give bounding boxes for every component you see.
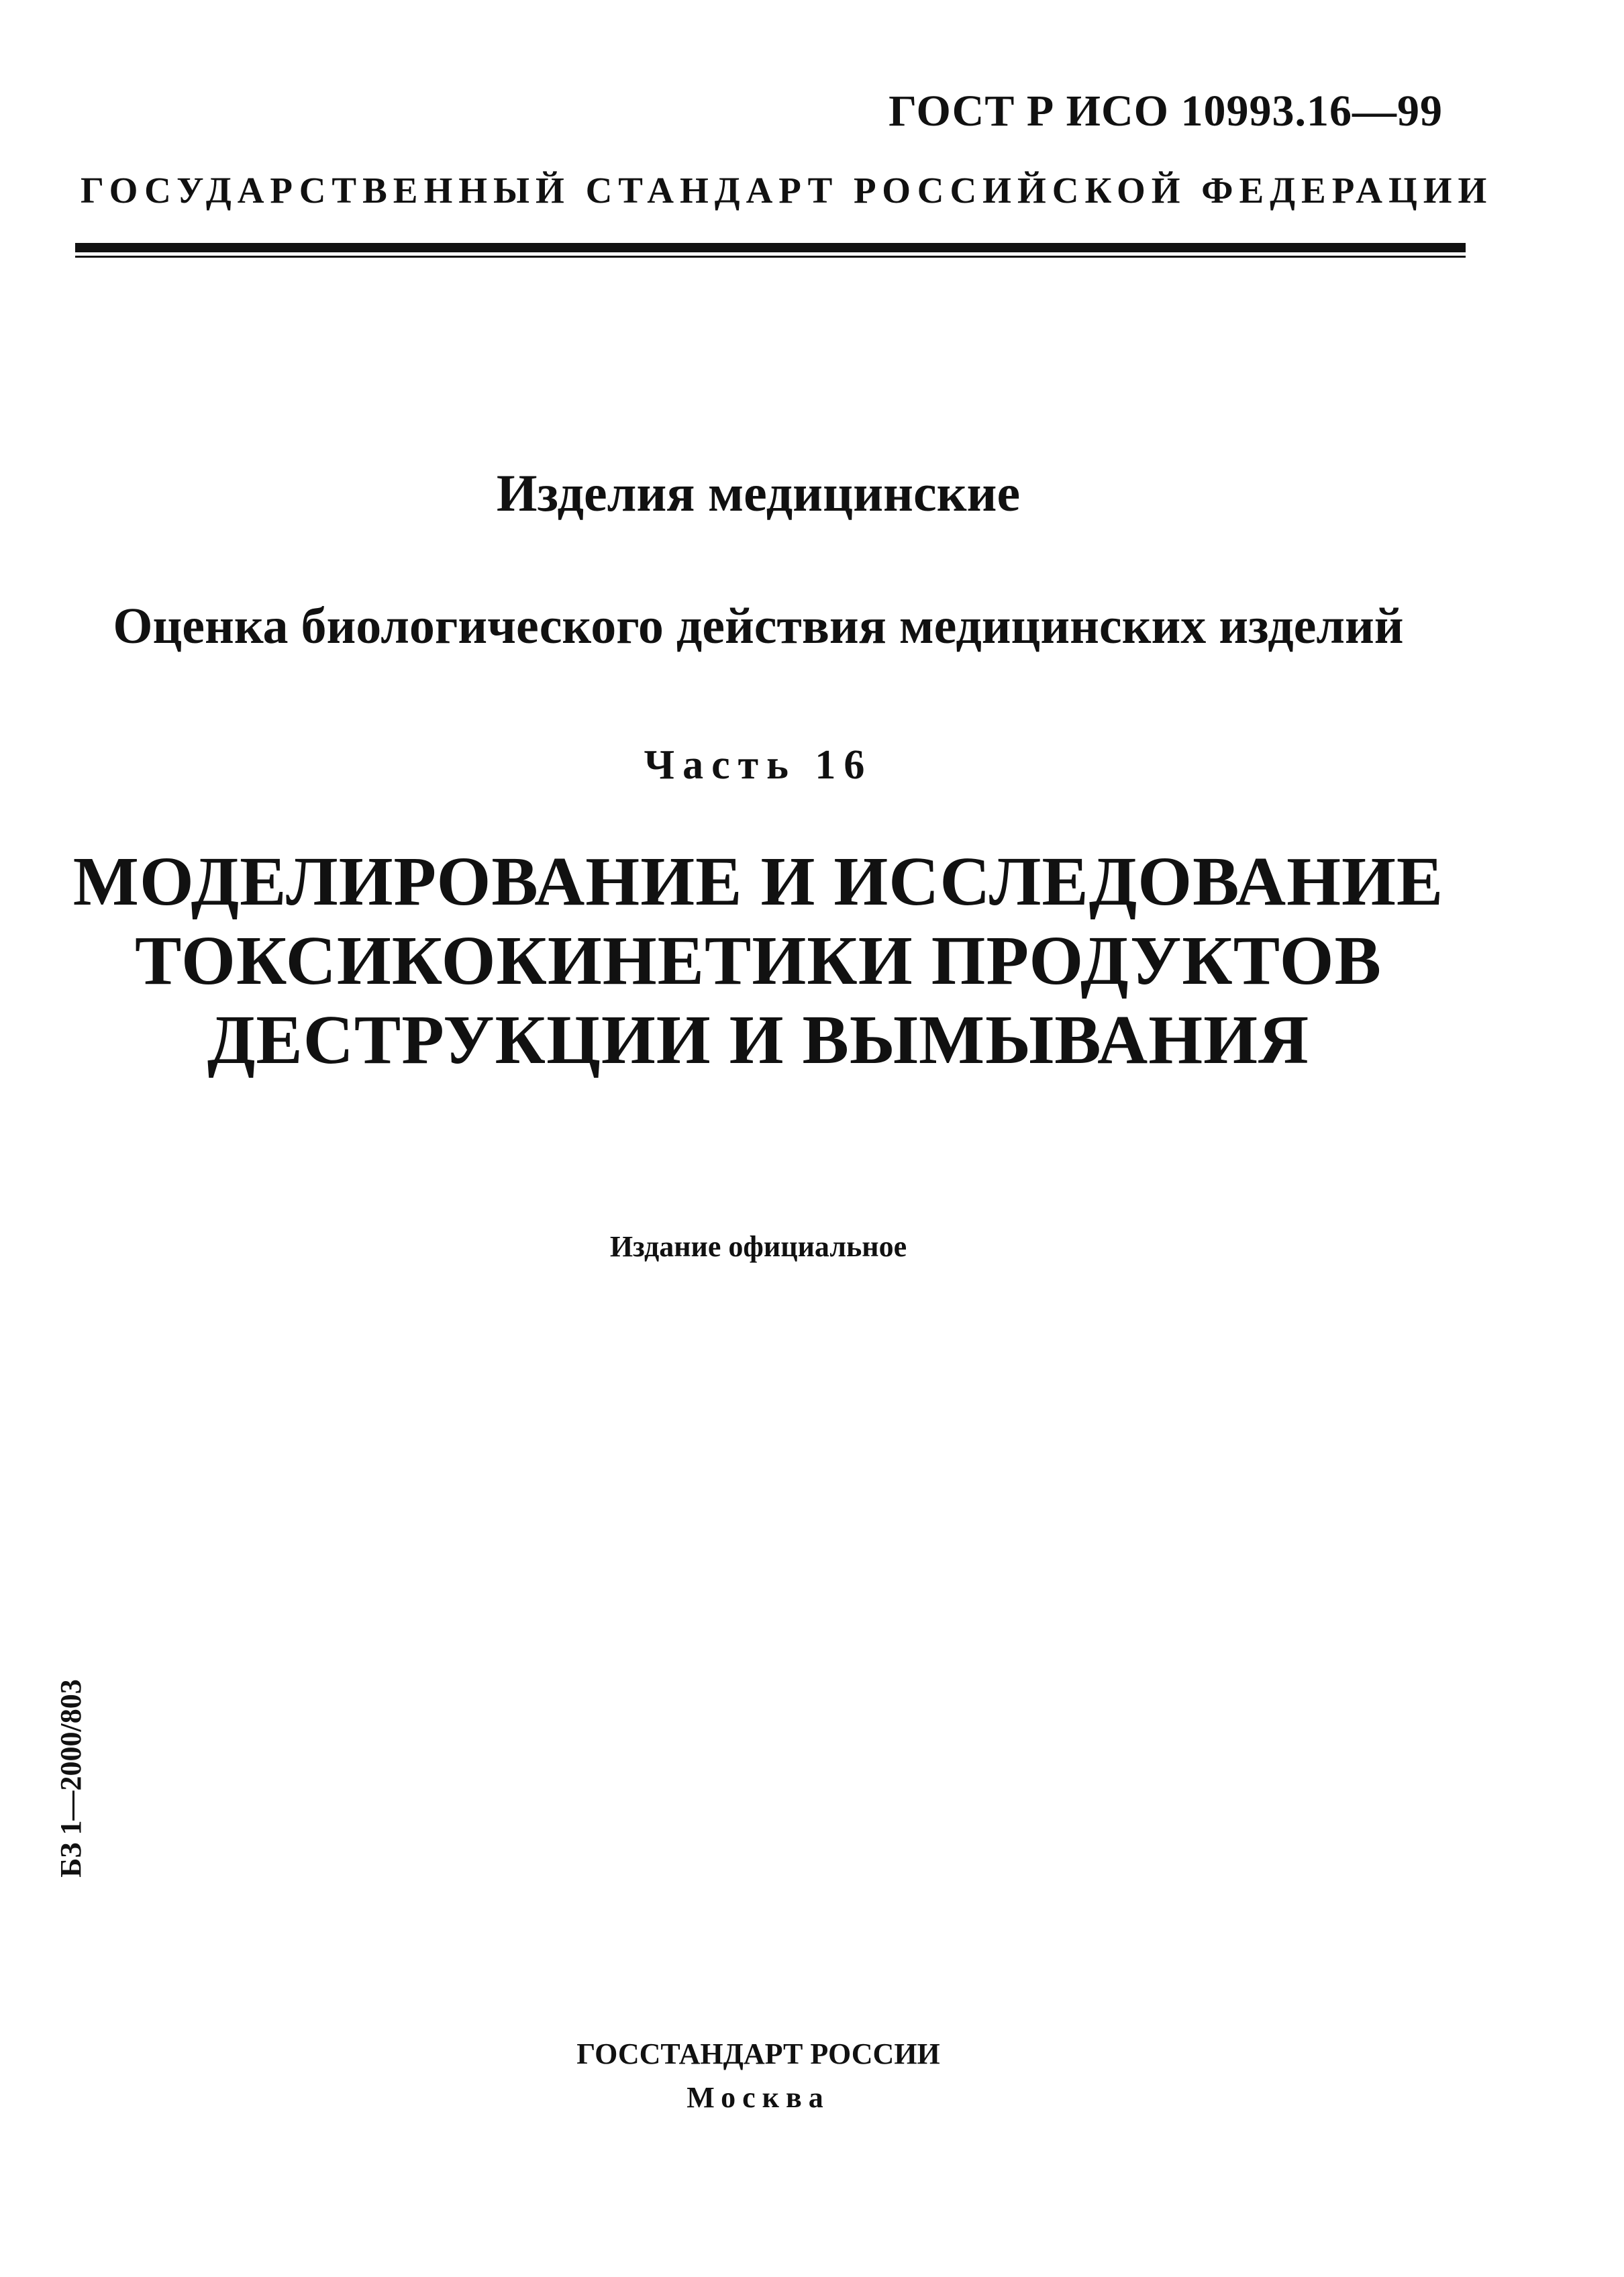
document-code: ГОСТ Р ИСО 10993.16—99 [889,87,1443,136]
publication-city: Москва [687,2081,830,2114]
main-title [0,842,1517,1080]
subtitle-heading: Оценка биологического действия медицинских изделий [113,598,1404,654]
state-standard-heading: ГОСУДАРСТВЕННЫЙ СТАНДАРТ РОССИЙСКОЙ ФЕДЕРАЦИИ [81,170,1493,211]
header-rule-thin [75,256,1466,258]
part-heading: Часть 16 [644,742,873,788]
main-title-line: ТОКСИКОКИНЕТИКИ ПРОДУКТОВ [135,922,1382,999]
main-title-line: МОДЕЛИРОВАНИЕ И ИССЛЕДОВАНИЕ [72,843,1444,920]
publisher: ГОССТАНДАРТ РОССИИ [576,2037,940,2070]
subject-heading: Изделия медицинские [496,464,1021,522]
main-title-line: ДЕСТРУКЦИИ И ВЫМЫВАНИЯ [207,1001,1310,1078]
edition-note: Издание официальное [609,1230,907,1263]
side-registration-code: БЗ 1—2000/803 [54,1679,87,1878]
header-rule-thick [75,243,1466,252]
